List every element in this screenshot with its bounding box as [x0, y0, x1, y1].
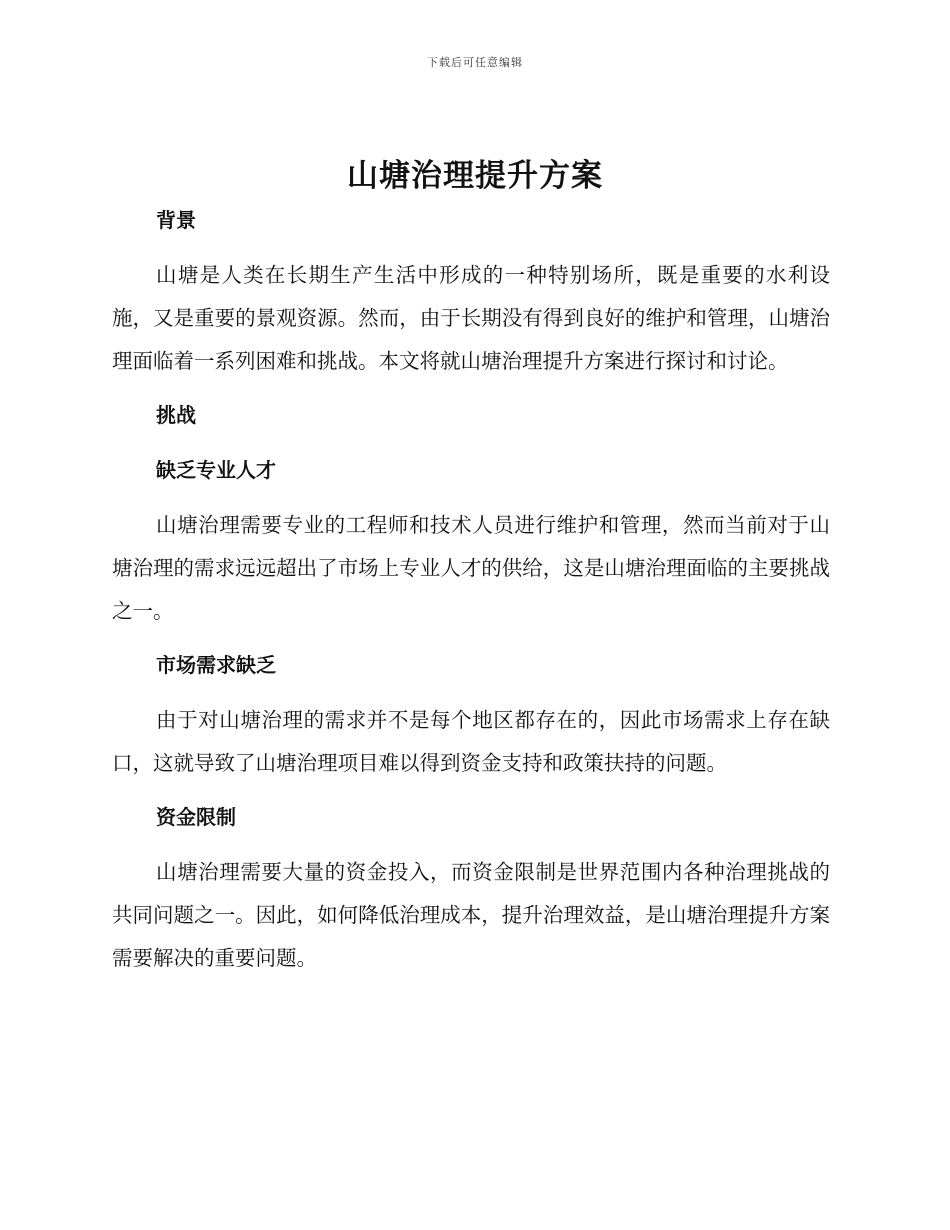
document-title: 山塘治理提升方案 [347, 158, 603, 194]
paragraph-market: 由于对山塘治理的需求并不是每个地区都存在的，因此市场需求上存在缺口，这就导致了山塘治理项目难以得到资金支持和政策扶持的问题。 [112, 708, 830, 775]
paragraph-background: 山塘是人类在长期生产生活中形成的一种特别场所，既是重要的水利设施，又是重要的景观资源。然而，由于长期没有得到良好的维护和管理，山塘治理面临着一系列困难和挑战。本文将就山塘治理提升方案进行探讨和讨论。 [112, 263, 830, 373]
document-body [112, 199, 830, 991]
subsection-heading-talent: 缺乏专业人才 [156, 458, 276, 482]
section-heading-challenges: 挑战 [156, 403, 196, 427]
paragraph-talent: 山塘治理需要专业的工程师和技术人员进行维护和管理，然而当前对于山塘治理的需求远远超出了市场上专业人才的供给，这是山塘治理面临的主要挑战之一。 [112, 513, 830, 623]
page-header-note: 下载后可任意编辑 [427, 56, 523, 69]
subsection-heading-market: 市场需求缺乏 [156, 653, 276, 677]
subsection-heading-funding: 资金限制 [156, 805, 236, 829]
section-heading-background: 背景 [156, 208, 196, 232]
paragraph-funding: 山塘治理需要大量的资金投入，而资金限制是世界范围内各种治理挑战的共同问题之一。因此，如何降低治理成本，提升治理效益，是山塘治理提升方案需要解决的重要问题。 [112, 860, 830, 970]
